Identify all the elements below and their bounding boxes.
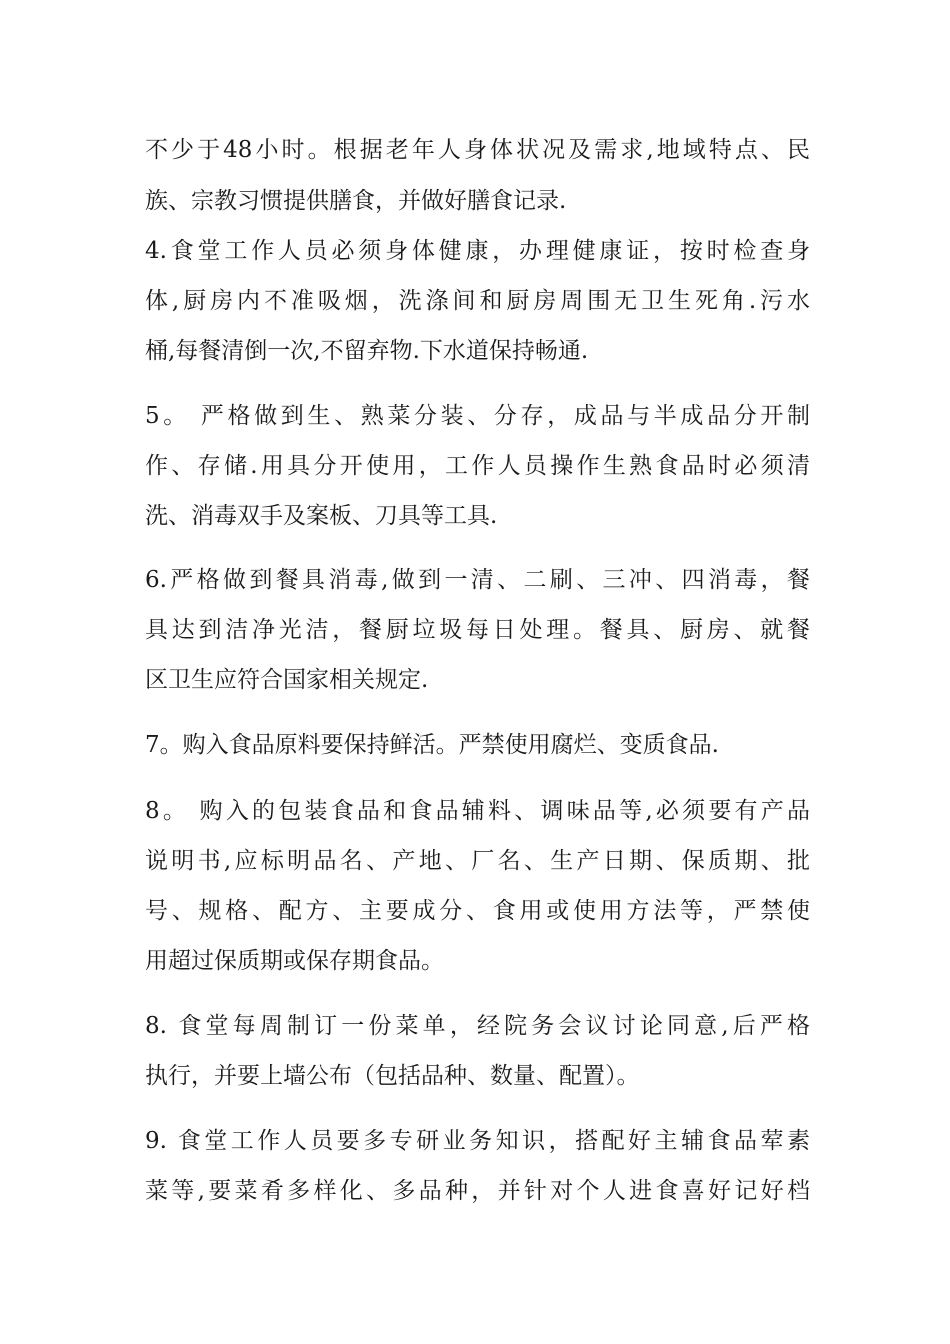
text-line: 作、存储.用具分开使用，工作人员操作生熟食品时必须清 — [145, 453, 810, 479]
text-line: 区卫生应符合国家相关规定. — [145, 667, 429, 693]
text-line: 菜等,要菜肴多样化、多品种，并针对个人进食喜好记好档 — [145, 1178, 810, 1204]
text-line: 体,厨房内不准吸烟，洗涤间和厨房周围无卫生死角.污水 — [145, 288, 810, 314]
text-line: 用超过保质期或保存期食品。 — [145, 948, 444, 974]
text-line: 说明书,应标明品名、产地、厂名、生产日期、保质期、批 — [145, 848, 810, 874]
text-line: 6.严格做到餐具消毒,做到一清、二刷、三冲、四消毒，餐 — [145, 567, 810, 593]
text-line: 8. 食堂每周制订一份菜单，经院务会议讨论同意,后严格 — [145, 1013, 810, 1039]
text-line: 洗、消毒双手及案板、刀具等工具. — [145, 503, 498, 529]
text-line: 族、宗教习惯提供膳食，并做好膳食记录. — [145, 188, 567, 214]
text-line: 号、规格、配方、主要成分、食用或使用方法等，严禁使 — [145, 898, 810, 924]
text-line: 5。 严格做到生、熟菜分装、分存，成品与半成品分开制 — [145, 403, 810, 429]
text-line: 不少于48小时。根据老年人身体状况及需求,地域特点、民 — [145, 137, 810, 163]
text-line: 9. 食堂工作人员要多专研业务知识，搭配好主辅食品荤素 — [145, 1128, 810, 1154]
text-line: 4.食堂工作人员必须身体健康，办理健康证，按时检查身 — [145, 238, 810, 264]
text-line: 桶,每餐清倒一次,不留弃物.下水道保持畅通. — [145, 338, 589, 364]
text-line: 7。购入食品原料要保持鲜活。严禁使用腐烂、变质食品. — [145, 732, 719, 758]
text-line: 执行，并要上墙公布（包括品种、数量、配置）。 — [145, 1063, 640, 1089]
text-line: 8。 购入的包装食品和食品辅料、调味品等,必须要有产品 — [145, 798, 810, 824]
text-line: 具达到洁净光洁，餐厨垃圾每日处理。餐具、厨房、就餐 — [145, 617, 810, 643]
